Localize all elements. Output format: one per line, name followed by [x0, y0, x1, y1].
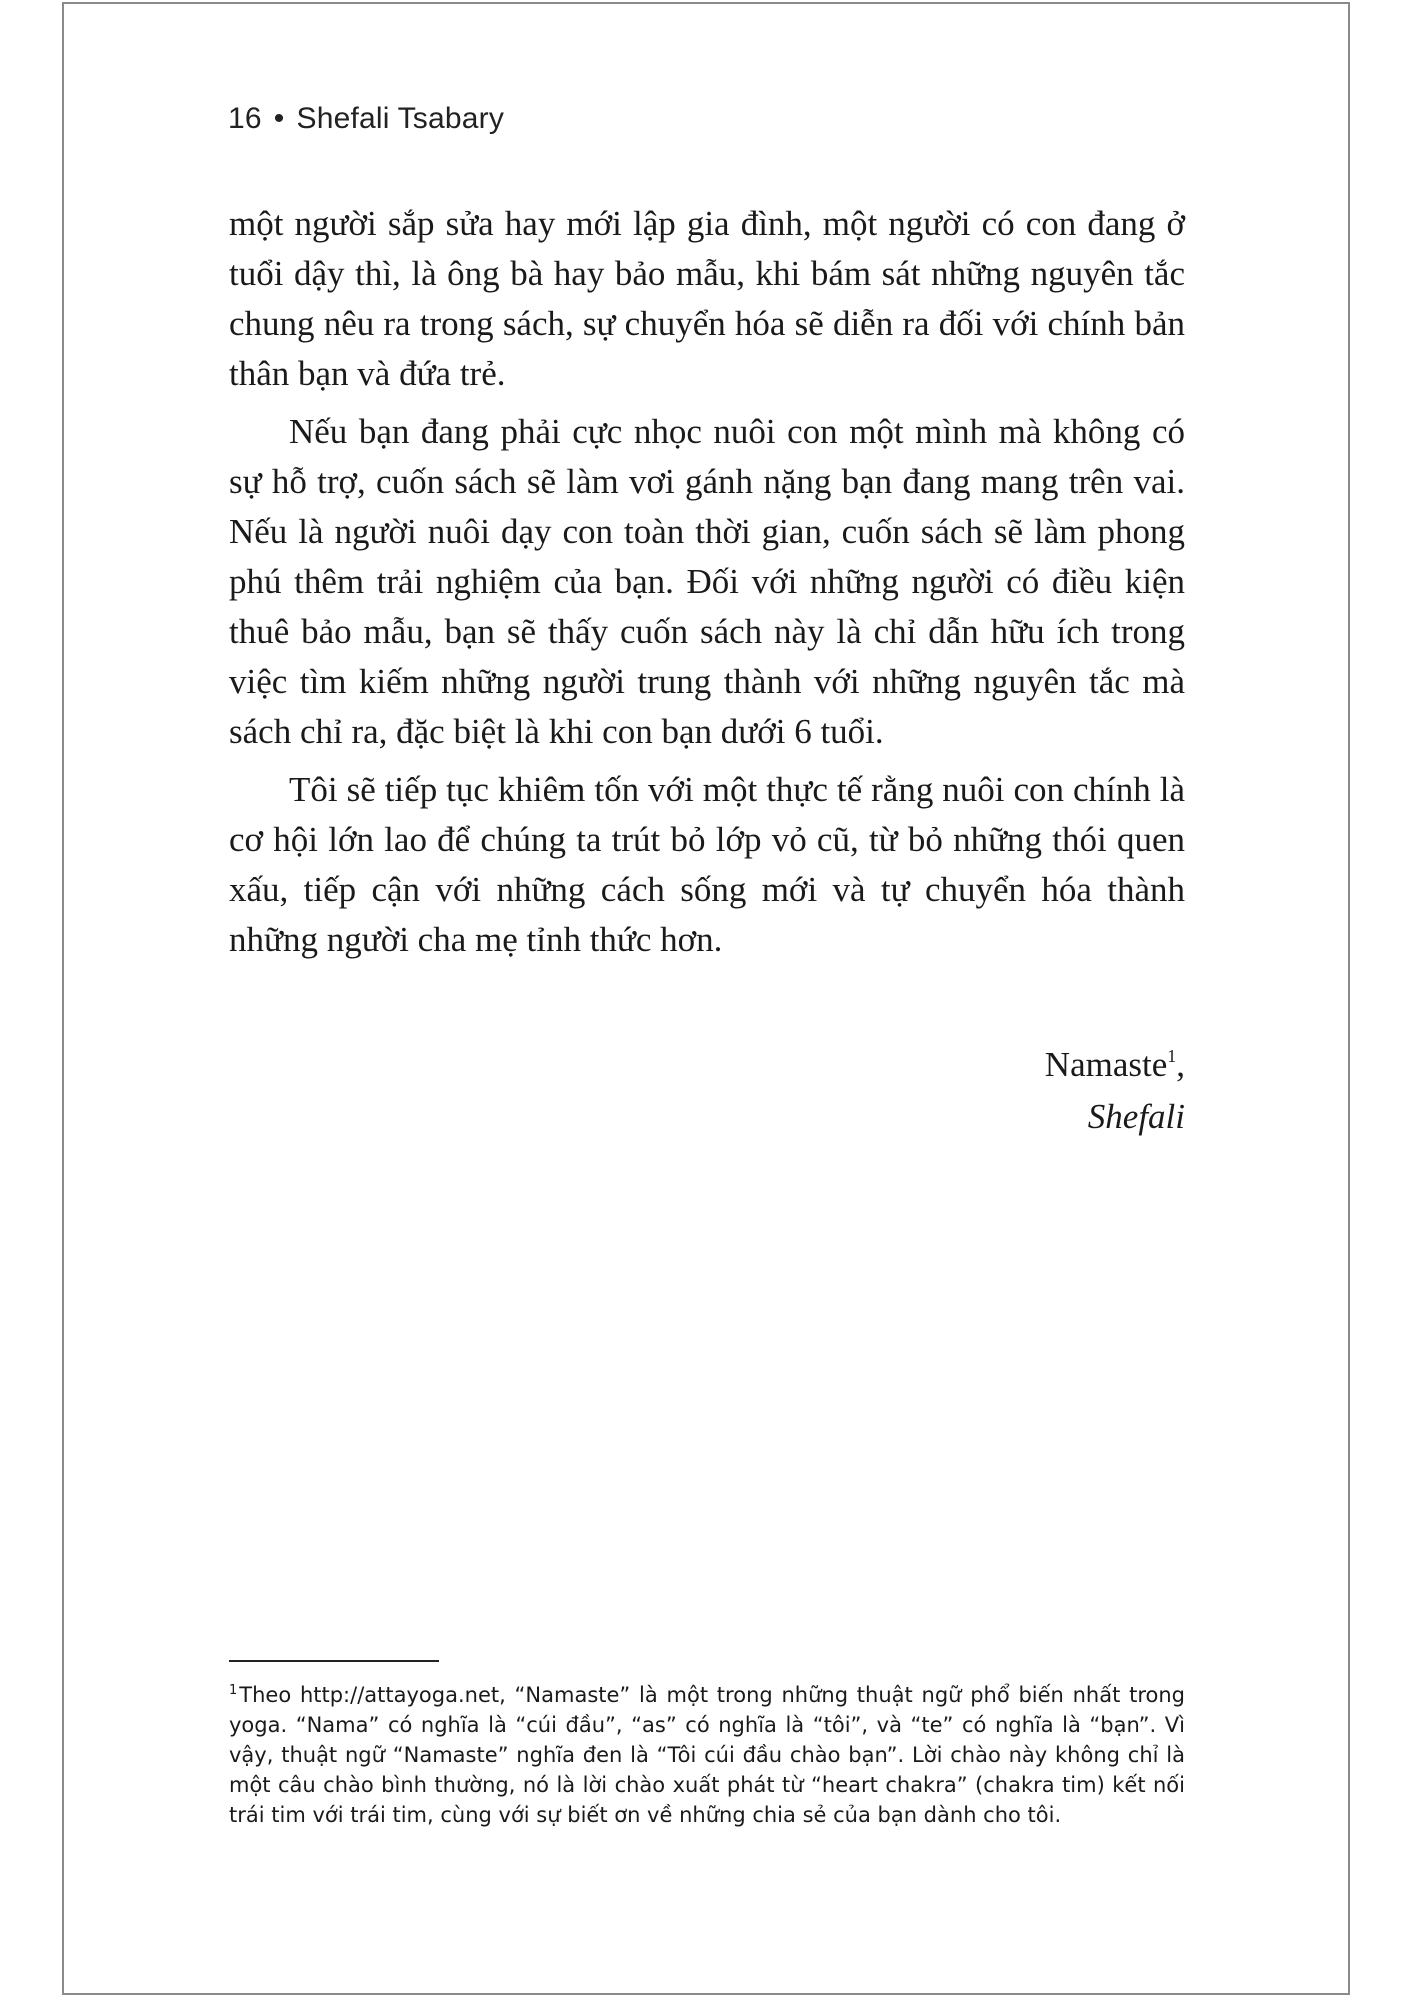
footnote-divider	[229, 1660, 439, 1662]
footnote-reference: 1	[1167, 1046, 1177, 1066]
signoff	[1045, 1030, 1185, 1143]
body-text	[229, 199, 1185, 973]
footnote-marker: 1	[229, 1683, 238, 1698]
running-head	[228, 102, 504, 136]
greeting: Namaste	[1044, 1045, 1168, 1084]
paragraph: Nếu bạn đang phải cực nhọc nuôi con một mình mà không có sự hỗ trợ, cuốn sách sẽ làm vơi gánh nặng bạn đang mang trên vai. Nếu là người nuôi dạy con toàn thời gian, cuốn sách sẽ làm phong phú thêm trải nghiệm của bạn. Đối với những người có điều kiện thuê bảo mẫu, bạn sẽ thấy cuốn sách này là chỉ dẫn hữu ích trong việc tìm kiếm những người trung thành với những nguyên tắc mà sách chỉ ra, đặc biệt là khi con bạn dưới 6 tuổi.	[229, 412, 1185, 751]
header-separator: •	[273, 102, 285, 135]
greeting-comma: ,	[1176, 1045, 1185, 1084]
greeting-line	[1045, 1030, 1185, 1091]
signature: Shefali	[1087, 1097, 1185, 1136]
page-number: 16	[228, 102, 262, 135]
footnote	[229, 1676, 1185, 1830]
paragraph-continued: một người sắp sửa hay mới lập gia đình, một người có con đang ở tuổi dậy thì, là ông bà hay bảo mẫu, khi bám sát những nguyên tắc chung nêu ra trong sách, sự chuyển hóa sẽ diễn ra đối với chính bản thân bạn và đứa trẻ.	[229, 204, 1185, 393]
author-name: Shefali Tsabary	[296, 102, 505, 135]
footnote-text: Theo http://attayoga.net, “Namaste” là một trong những thuật ngữ phổ biến nhất trong yoga. “Nama” có nghĩa là “cúi đầu”, “as” có nghĩa là “tôi”, và “te” có nghĩa là “bạn”. Vì vậy, thuật ngữ “Namaste” nghĩa đen là “Tôi cúi đầu chào bạn”. Lời chào này không chỉ là một câu chào bình thường, nó là lời chào xuất phát từ “heart chakra” (chakra tim) kết nối trái tim với trái tim, cùng với sự biết ơn về những chia sẻ của bạn dành cho tôi.	[229, 1683, 1185, 1827]
paragraph: Tôi sẽ tiếp tục khiêm tốn với một thực tế rằng nuôi con chính là cơ hội lớn lao để chúng ta trút bỏ lớp vỏ cũ, từ bỏ những thói quen xấu, tiếp cận với những cách sống mới và tự chuyển hóa thành những người cha mẹ tỉnh thức hơn.	[229, 770, 1185, 959]
